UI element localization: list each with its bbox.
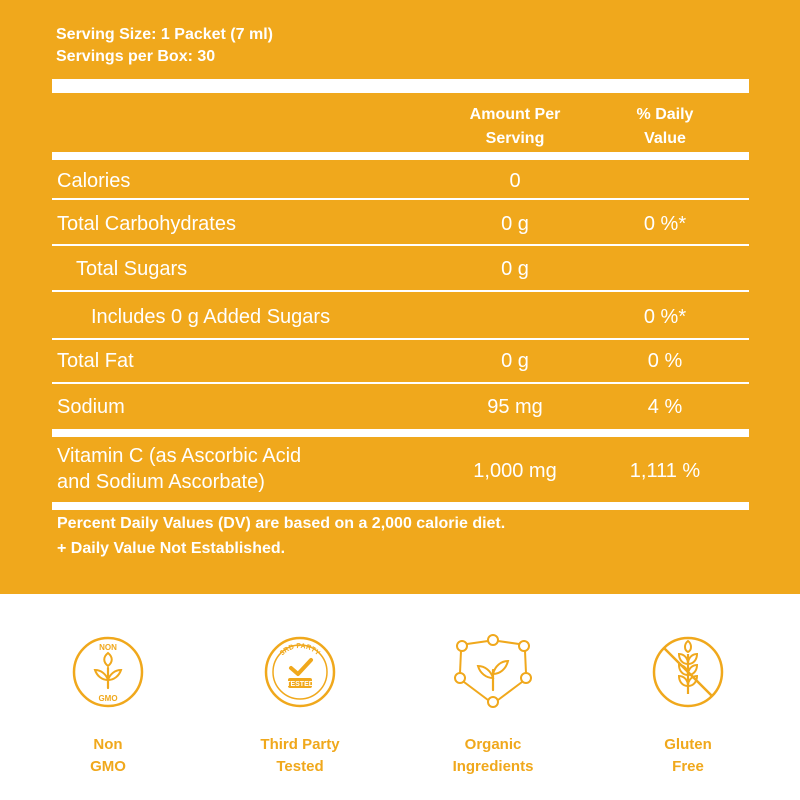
amount-header-line2: Serving <box>485 130 545 147</box>
row-label-total-sugars: Total Sugars <box>76 258 188 280</box>
row-dv-carbohydrates: 0 %* <box>643 213 687 235</box>
row-divider <box>52 244 749 246</box>
badge-label-third-party: Third Party Tested <box>260 736 340 775</box>
dv-header-line2: Value <box>644 130 686 147</box>
svg-text:3RD PARTY: 3RD PARTY <box>279 642 321 658</box>
badge-third-party-tested <box>225 632 375 778</box>
dv-header-line1: % Daily <box>636 106 694 123</box>
row-label-calories: Calories <box>57 170 131 192</box>
badge-strip <box>0 594 800 800</box>
vitamin-c-label-line2: and Sodium Ascorbate) <box>57 471 265 493</box>
thick-divider-vitamin <box>52 429 749 437</box>
servings-per-box: Servings per Box: 30 <box>56 48 216 65</box>
svg-text:GMO: GMO <box>98 694 118 703</box>
row-amount-total-fat: 0 g <box>501 350 529 372</box>
non-gmo-icon <box>68 632 148 712</box>
row-divider <box>52 290 749 292</box>
footnote-dv: Percent Daily Values (DV) are based on a 2,000 calorie diet. <box>57 515 506 532</box>
thick-divider-header <box>52 152 749 160</box>
daily-value-header <box>600 103 730 151</box>
svg-text:NON: NON <box>99 643 117 652</box>
badge-label-gluten-free: Gluten Free <box>664 736 712 775</box>
third-party-tested-icon <box>260 632 340 712</box>
row-label-total-fat: Total Fat <box>57 350 134 372</box>
row-amount-total-sugars: 0 g <box>501 258 529 280</box>
organic-ingredients-icon <box>448 632 538 712</box>
row-amount-vitamin-c: 1,000 mg <box>473 460 557 482</box>
badge-non-gmo <box>33 632 183 778</box>
row-divider <box>52 382 749 384</box>
row-divider <box>52 198 749 200</box>
thick-divider-top <box>52 79 749 93</box>
row-divider <box>52 338 749 340</box>
amount-per-serving-header <box>440 103 590 151</box>
row-amount-calories: 0 <box>509 170 521 192</box>
row-dv-total-fat: 0 % <box>647 350 683 372</box>
badge-label-non-gmo: Non GMO <box>90 736 126 775</box>
vitamin-c-label-line1: Vitamin C (as Ascorbic Acid <box>57 445 302 467</box>
row-dv-added-sugars: 0 %* <box>643 306 687 328</box>
badge-label-organic: Organic Ingredients <box>452 736 534 775</box>
serving-size: Serving Size: 1 Packet (7 ml) <box>56 26 273 43</box>
thick-divider-bottom <box>52 502 749 510</box>
amount-header-line1: Amount Per <box>469 106 561 123</box>
row-label-vitamin-c <box>57 443 301 495</box>
gluten-free-icon <box>648 632 728 712</box>
row-amount-carbohydrates: 0 g <box>501 213 529 235</box>
badge-gluten-free <box>613 632 763 778</box>
row-dv-sodium: 4 % <box>647 396 683 418</box>
row-label-sodium: Sodium <box>57 396 125 418</box>
row-label-added-sugars: Includes 0 g Added Sugars <box>91 306 331 328</box>
footnote-not-established: + Daily Value Not Established. <box>57 540 286 557</box>
row-amount-sodium: 95 mg <box>487 396 543 418</box>
svg-text:TESTED: TESTED <box>286 681 314 688</box>
row-dv-vitamin-c: 1,111 % <box>629 460 701 482</box>
badge-organic-ingredients <box>418 632 568 778</box>
row-label-carbohydrates: Total Carbohydrates <box>57 213 236 235</box>
